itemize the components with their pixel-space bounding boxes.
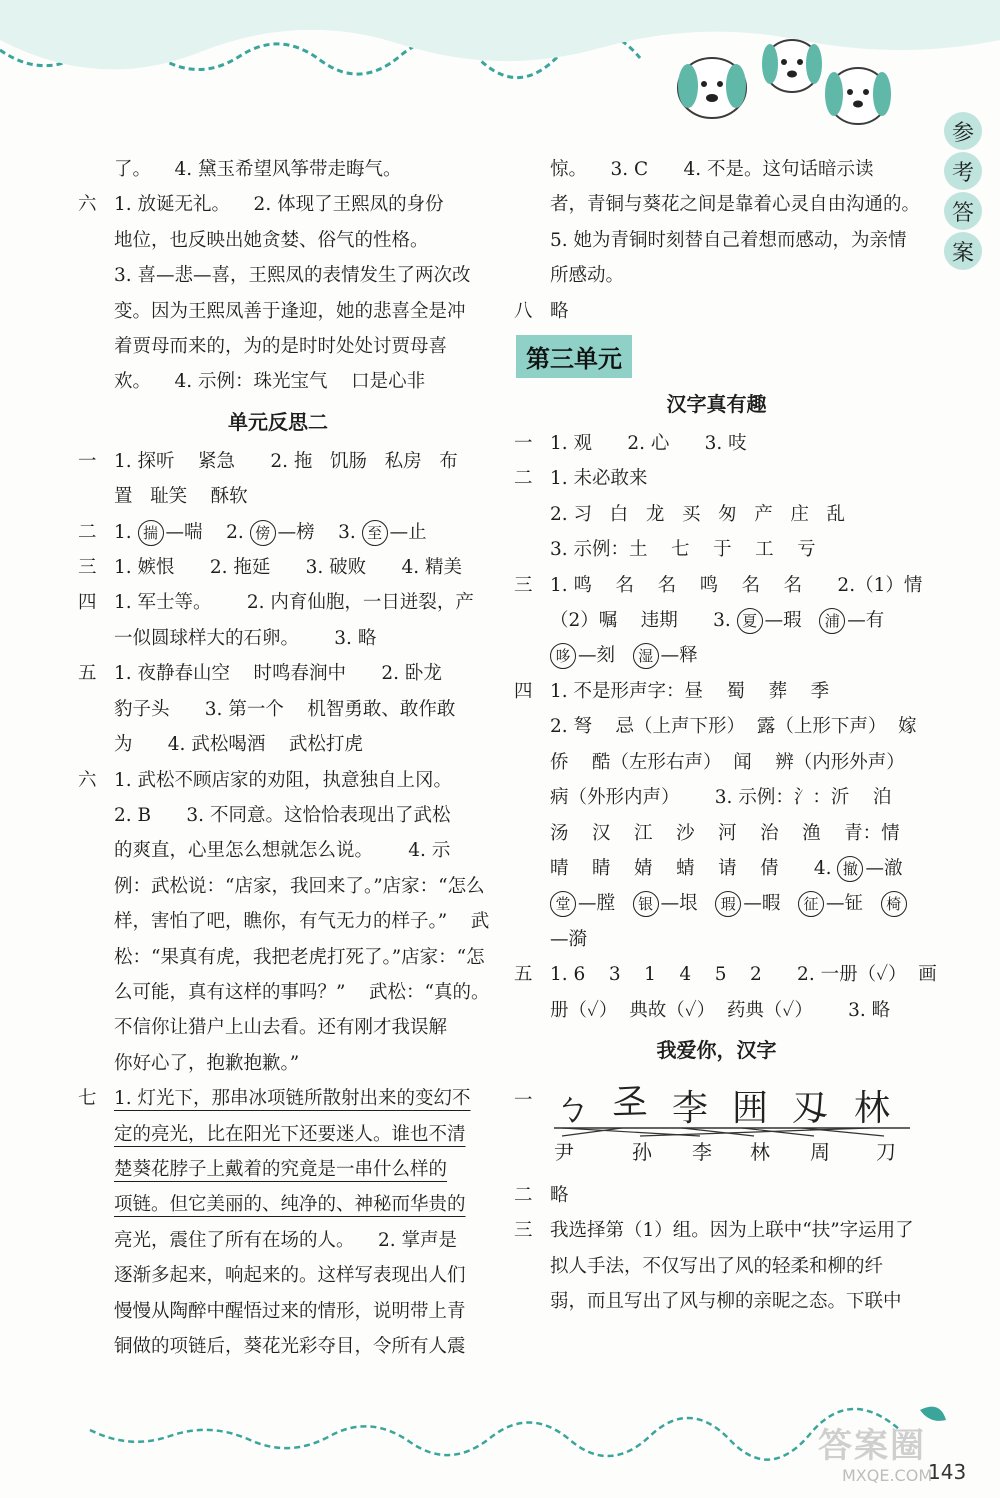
answer-text: —漪 xyxy=(550,928,588,950)
answer-text: 1. 6 3 1 4 5 2 2. 一册（✓） 画 xyxy=(550,964,937,986)
answer-text: 地位，也反映出她贪婪、俗气的性格。 xyxy=(114,229,429,251)
answer-row xyxy=(514,816,919,851)
answer-text: 晴 睛 婧 蜻 请 倩 4. 撤 —澈 xyxy=(550,851,919,886)
answer-text: 置 耻笑 酥软 xyxy=(114,486,248,508)
answer-row xyxy=(78,940,485,975)
answer-row xyxy=(78,294,478,329)
question-number: 三 xyxy=(514,1220,533,1242)
circled-char: 揣 xyxy=(138,520,164,546)
section-title: 单元反思二 xyxy=(228,409,328,434)
answer-text: 楚葵花脖子上戴着的究竟是一串什么样的 xyxy=(114,1158,448,1180)
answer-text: 略 xyxy=(550,1184,569,1206)
answer-row xyxy=(78,329,478,364)
answer-text: 项链。但它美丽的、纯净的、神秘而华贵的 xyxy=(114,1194,466,1216)
answer-row xyxy=(514,922,919,957)
answer-row xyxy=(514,993,919,1028)
answer-text: 3. 示例：土 七 于 工 亏 xyxy=(550,539,816,561)
circled-char: 堂 xyxy=(550,891,576,917)
answer-row xyxy=(514,568,923,603)
answer-text: 1. 未必敢来 xyxy=(550,468,648,490)
answer-text: 逐渐多起来，响起来的。这样写表现出人们 xyxy=(114,1265,466,1287)
answer-text: 哆 —刻 湿 —释 xyxy=(550,638,919,673)
answer-text: 欢。 4. 示例：珠光宝气 口是心非 xyxy=(114,371,426,393)
answer-text: 不信你让猎户上山去看。还有刚才我误解 xyxy=(114,1017,448,1039)
answer-text: 略 xyxy=(550,300,569,322)
answer-row xyxy=(514,1249,919,1284)
answer-text: 1. 观 2. 心 3. 吱 xyxy=(550,433,747,455)
question-number: 六 xyxy=(78,194,97,216)
answer-text: 我选择第（1）组。因为上联中“扶”字运用了 xyxy=(550,1220,914,1242)
answer-text: 变。因为王熙凤善于逢迎，她的悲喜全是冲 xyxy=(114,300,466,322)
answer-text: 豹子头 3. 第一个 机智勇敢、敢作敢 xyxy=(114,698,456,720)
answer-row xyxy=(514,638,919,673)
answer-text: 一似圆球样大的石卵。 3. 略 xyxy=(114,627,377,649)
answer-row xyxy=(514,709,919,744)
answer-text: 1. 灯光下，那串冰项链所散射出来的变幻不 xyxy=(114,1088,471,1110)
answer-row xyxy=(514,258,919,293)
circled-char: 银 xyxy=(633,891,659,917)
answer-text: 1. 放诞无礼。 2. 体现了王熙凤的身份 xyxy=(114,194,444,216)
answer-row xyxy=(78,692,478,727)
ancient-glyph: 囲 xyxy=(732,1087,769,1129)
answer-text: 汤 汉 江 沙 河 治 渔 青：情 xyxy=(550,822,900,844)
answer-text: 1. 不是形声字：昼 蜀 葬 季 xyxy=(550,680,830,702)
ancient-glyph: 李 xyxy=(672,1087,709,1129)
answer-text: 5. 她为青铜时刻替自己着想而感动，为亲情 xyxy=(550,229,907,251)
answer-row xyxy=(78,550,478,585)
question-number: 二 xyxy=(514,1184,533,1206)
modern-char: 周 xyxy=(810,1139,830,1164)
modern-char: 孙 xyxy=(632,1139,652,1164)
answer-row xyxy=(78,1010,478,1045)
answer-row xyxy=(78,1046,478,1081)
answer-row xyxy=(514,461,919,496)
question-number: 三 xyxy=(78,557,97,579)
puppy-icon xyxy=(762,40,822,92)
answer-text: 2. B 3. 不同意。这恰恰表现出了武松 xyxy=(114,804,451,826)
header-decoration xyxy=(0,0,1000,80)
answer-row xyxy=(78,258,478,293)
answer-row xyxy=(78,479,478,514)
answer-text: 1. 嫉恨 2. 拖延 3. 破败 4. 精美 xyxy=(114,557,462,579)
answer-text: 者，青铜与葵花之间是靠着心灵自由沟通的。 xyxy=(550,194,921,216)
answer-row xyxy=(514,223,919,258)
answer-row xyxy=(78,833,478,868)
answer-text: 1. 探听 紧急 2. 拖 饥肠 私房 布 xyxy=(114,450,458,472)
answer-row xyxy=(514,497,919,532)
answer-row xyxy=(514,957,937,992)
answer-text: 1. 揣 —喘 2. 傍 —榜 3. 至 —止 xyxy=(114,515,478,550)
ancient-glyph: ㄅ xyxy=(554,1087,591,1129)
answer-text: 2. 弩 忌（上声下形） 露（上形下声） 嫁 xyxy=(550,716,917,738)
answer-row xyxy=(78,1223,478,1258)
answer-text: 着贾母而来的，为的是时时处处讨贾母喜 xyxy=(114,336,448,358)
question-number: 一 xyxy=(514,1089,533,1111)
answer-text: 的爽直，心里怎么想就怎么说。 4. 示 xyxy=(114,840,451,862)
answer-row xyxy=(78,975,490,1010)
tab-char: 答 xyxy=(944,192,982,230)
answer-row xyxy=(78,904,490,939)
question-number: 七 xyxy=(78,1088,97,1110)
answer-row xyxy=(514,674,919,709)
answer-row xyxy=(78,869,485,904)
answer-row xyxy=(78,1152,478,1187)
left-column xyxy=(78,152,490,1364)
answer-text: 拟人手法，不仅写出了风的轻柔和柳的纤 xyxy=(550,1255,884,1277)
answer-row xyxy=(78,1117,478,1152)
question-number: 八 xyxy=(514,300,533,322)
answer-row xyxy=(514,780,919,815)
answer-text: 么可能，真有这样的事吗？” 武松：“真的。 xyxy=(114,981,490,1003)
answer-text: 病（外形内声） 3. 示例：氵：沂 泊 xyxy=(550,787,892,809)
tab-char: 参 xyxy=(944,112,982,150)
answer-row xyxy=(78,1294,478,1329)
modern-char: 李 xyxy=(692,1139,712,1164)
circled-char: 湿 xyxy=(633,643,659,669)
answer-text: 1. 鸣 名 名 鸣 名 名 2.（1）情 xyxy=(550,574,923,596)
section-title: 我爱你，汉字 xyxy=(656,1037,777,1062)
answer-text: 为 4. 武松喝酒 武松打虎 xyxy=(114,734,363,756)
answer-row xyxy=(78,656,478,691)
watermark-logo: 答案圈 xyxy=(818,1426,926,1466)
answer-row xyxy=(78,798,478,833)
right-column xyxy=(514,152,937,1320)
section-title: 汉字真有趣 xyxy=(666,392,767,417)
question-number: 二 xyxy=(78,521,97,543)
answer-text: 侨 酷（左形右声） 闻 辨（内形外声） xyxy=(550,751,905,773)
circled-char: 椅 xyxy=(881,891,907,917)
circled-char: 傍 xyxy=(250,520,276,546)
answer-row xyxy=(514,745,919,780)
answer-text: 亮光，震住了所有在场的人。 2. 掌声是 xyxy=(114,1229,458,1251)
circled-char: 哆 xyxy=(550,643,576,669)
answer-row xyxy=(78,727,478,762)
tab-char: 考 xyxy=(944,152,982,190)
answer-text: 你好心了，抱歉抱歉。” xyxy=(114,1052,300,1074)
oracle-glyph-match xyxy=(554,1078,914,1178)
circled-char: 瑕 xyxy=(715,891,741,917)
question-number: 四 xyxy=(514,680,533,702)
answer-row xyxy=(78,364,478,399)
page-number: 143 xyxy=(928,1460,967,1484)
question-number: 一 xyxy=(514,433,533,455)
answer-row xyxy=(78,187,478,222)
answer-row xyxy=(78,515,478,550)
question-number: 三 xyxy=(514,574,533,596)
answer-row xyxy=(514,187,919,222)
answer-row xyxy=(514,152,919,187)
answer-text: 弱，而且写出了风与柳的亲昵之态。下联中 xyxy=(550,1291,902,1313)
answer-text: 松：“果真有虎，我把老虎打死了。”店家：“怎 xyxy=(114,946,485,968)
answer-row xyxy=(514,1213,919,1248)
answer-text: 1. 武松不顾店家的劝阻，执意独自上冈。 xyxy=(114,769,453,791)
question-number: 二 xyxy=(514,468,533,490)
answer-text: 所感动。 xyxy=(550,265,625,287)
answer-row xyxy=(514,294,919,329)
answer-key-tab xyxy=(944,112,988,270)
modern-char: 刀 xyxy=(876,1139,896,1164)
answer-row xyxy=(514,603,919,638)
answer-row xyxy=(78,1329,478,1364)
tab-char: 案 xyxy=(944,232,982,270)
answer-text: 了。 4. 黛玉希望风筝带走晦气。 xyxy=(114,159,402,180)
circled-char: 撤 xyxy=(837,856,863,882)
answer-row xyxy=(78,621,478,656)
circled-char: 夏 xyxy=(737,608,763,634)
answer-text: （2）嘱 违期 3. 夏 —瑕 浦 —有 xyxy=(550,603,919,638)
ancient-glyph: 刄 xyxy=(792,1087,829,1129)
circled-char: 征 xyxy=(798,891,824,917)
answer-row xyxy=(78,1081,478,1116)
watermark-url: MXQE.COM xyxy=(842,1466,933,1485)
answer-row xyxy=(514,1178,919,1213)
answer-text: 铜做的项链后，葵花光彩夺目，令所有人震 xyxy=(114,1336,466,1357)
question-number: 六 xyxy=(78,769,97,791)
answer-row xyxy=(78,444,478,479)
answer-text: 例：武松说：“店家，我回来了。”店家：“怎么 xyxy=(114,875,485,897)
answer-row xyxy=(78,152,478,187)
answer-row xyxy=(78,1187,478,1222)
answer-row xyxy=(514,886,919,921)
modern-char: 林 xyxy=(750,1139,770,1164)
answer-text: 堂 —膛 银 —垠 瑕 —暇 征 —钲 椅 xyxy=(550,886,919,921)
answer-text: 1. 军士等。 2. 内育仙胞，一日迸裂，产 xyxy=(114,592,474,614)
question-number: 五 xyxy=(78,663,97,685)
answer-row xyxy=(514,1284,919,1319)
answer-row xyxy=(514,426,919,461)
answer-text: 3. 喜—悲—喜，王熙凤的表情发生了两次改 xyxy=(114,265,471,287)
answer-row xyxy=(78,763,478,798)
modern-char: 尹 xyxy=(554,1139,574,1164)
answer-row xyxy=(78,1258,478,1293)
answer-text: 1. 夜静春山空 时鸣春涧中 2. 卧龙 xyxy=(114,663,442,685)
oracle-matching xyxy=(514,1078,919,1178)
question-number: 四 xyxy=(78,592,97,614)
circled-char: 至 xyxy=(362,520,388,546)
answer-text: 2. 习 白 龙 买 匆 产 庄 乱 xyxy=(550,503,846,525)
question-number: 一 xyxy=(78,450,97,472)
answer-row xyxy=(78,223,478,258)
answer-text: 惊。 3. C 4. 不是。这句话暗示读 xyxy=(550,159,874,180)
answer-text: 慢慢从陶醉中醒悟过来的情形，说明带上青 xyxy=(114,1300,466,1322)
ancient-glyph: 𢀖 xyxy=(612,1080,649,1122)
puppies-illustration xyxy=(0,0,1000,140)
answer-row xyxy=(514,532,919,567)
answer-text: 样，害怕了吧，瞧你，有气无力的样子。” 武 xyxy=(114,911,490,933)
answer-row xyxy=(78,585,478,620)
unit-badge: 第三单元 xyxy=(516,335,632,378)
question-number: 五 xyxy=(514,964,533,986)
answer-row xyxy=(514,851,919,886)
answer-text: 册（✓） 典故（✓） 药典（✓） 3. 略 xyxy=(550,999,891,1021)
puppy-icon xyxy=(678,58,746,118)
circled-char: 浦 xyxy=(819,608,845,634)
answer-text: 定的亮光，比在阳光下还要迷人。谁也不清 xyxy=(114,1123,466,1145)
ancient-glyph: 林 xyxy=(854,1087,891,1129)
puppy-icon xyxy=(825,68,891,124)
